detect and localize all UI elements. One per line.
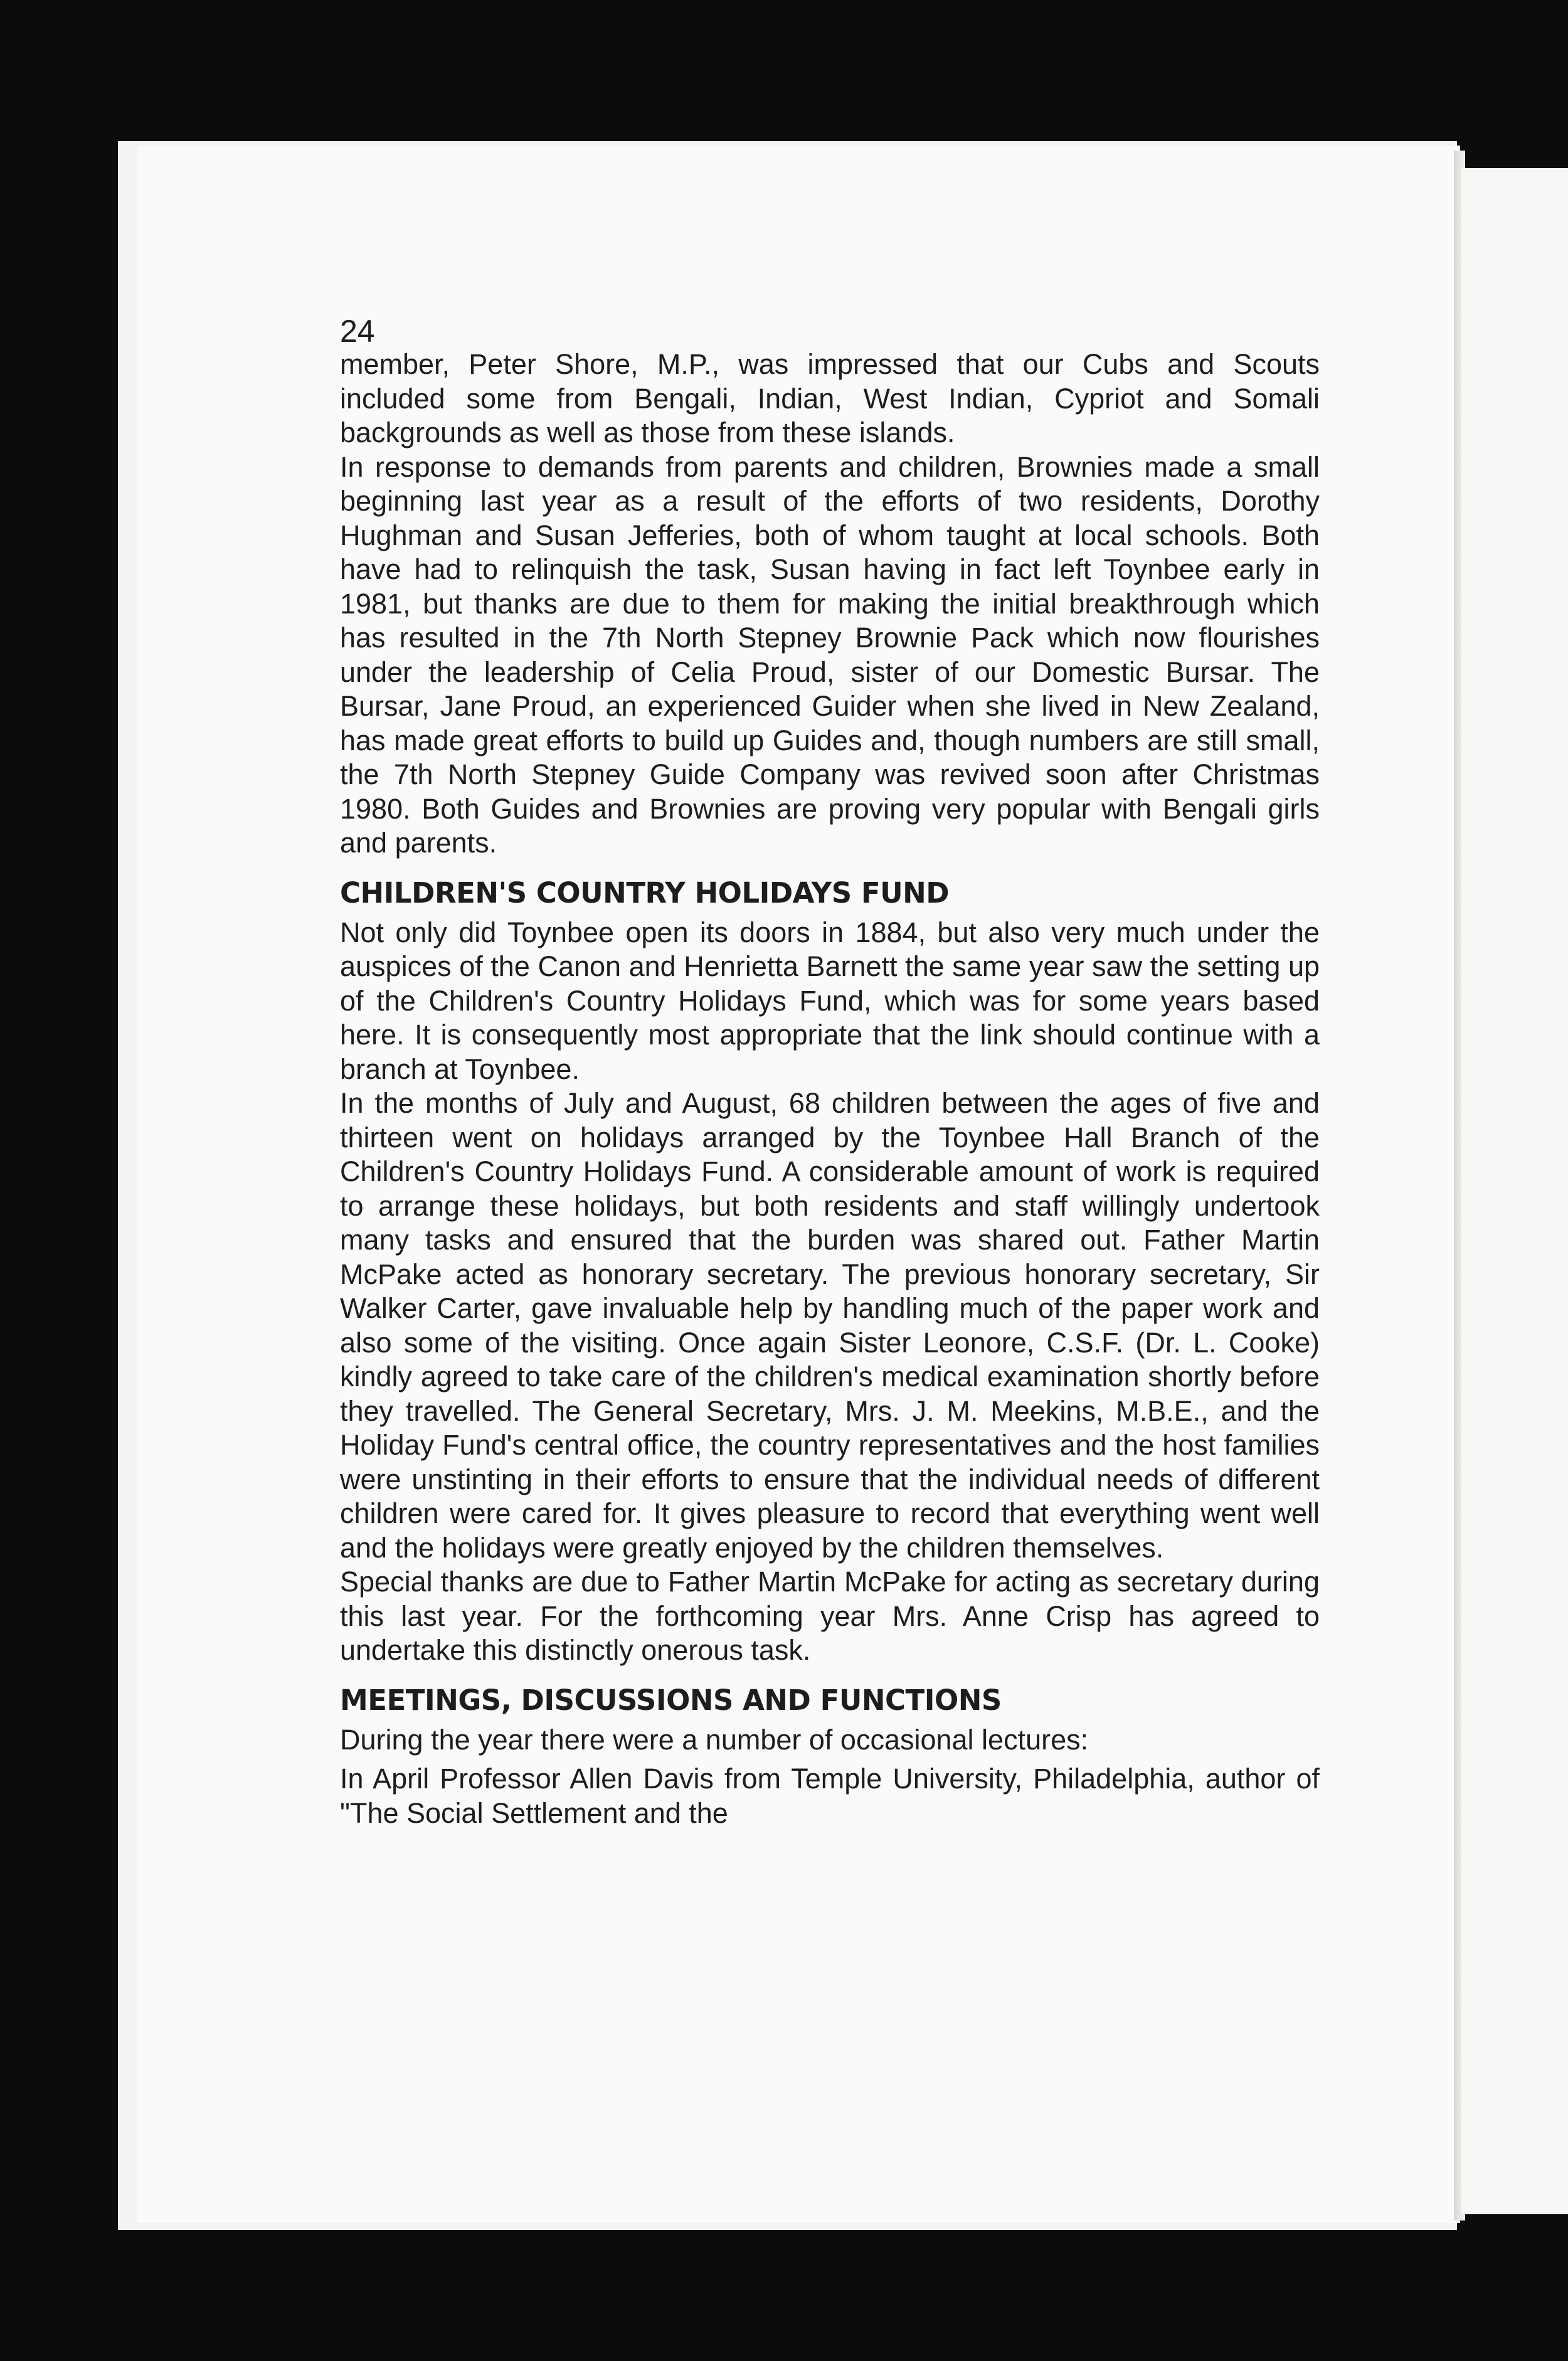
next-page-edge <box>1461 168 1568 2214</box>
section-heading-childrens-country-holidays-fund: CHILDREN'S COUNTRY HOLIDAYS FUND <box>340 876 950 910</box>
paragraph: In April Professor Allen Davis from Temple University, Philadelphia, author of "The Social Settlement and the <box>340 1763 1320 1829</box>
page-number: 24 <box>340 314 375 349</box>
paragraph: Special thanks are due to Father Martin McPake for acting as secretary during this last year. For the forthcoming year Mrs. Anne Crisp has agreed to undertake this distinctly onerous task. <box>340 1566 1320 1666</box>
section-heading-meetings: MEETINGS, DISCUSSIONS AND FUNCTIONS <box>340 1683 1002 1717</box>
paragraph: During the year there were a number of occasional lectures: <box>340 1723 1089 1756</box>
paragraph: member, Peter Shore, M.P., was impressed that our Cubs and Scouts included some from Bengali, Indian, West Indian, Cypriot and Somali backgrounds as well as those from these islands. <box>340 348 1320 448</box>
page-text <box>340 312 1320 1830</box>
paragraph: Not only did Toynbee open its doors in 1884, but also very much under the auspices of the Canon and Henrietta Barnett the same year saw the setting up of the Children's Country Holidays Fund, which was for some years based here. It is consequently most appropriate that the link should continue with a branch at Toynbee. <box>340 916 1320 1085</box>
paragraph: In response to demands from parents and children, Brownies made a small beginning last year as a result of the efforts of two residents, Dorothy Hughman and Susan Jefferies, both of whom taught at local schools. Both have had to relinquish the task, Susan having in fact left Toynbee early in 1981, but thanks are due to them for making the initial breakthrough which has resulted in the 7th North Stepney Brownie Pack which now flourishes under the leadership of Celia Proud, sister of our Domestic Bursar. The Bursar, Jane Proud, an experienced Guider when she lived in New Zealand, has made great efforts to build up Guides and, though numbers are still small, the 7th North Stepney Guide Company was revived soon after Christmas 1980. Both Guides and Brownies are proving very popular with Bengali girls and parents. <box>340 450 1320 859</box>
paragraph: In the months of July and August, 68 children between the ages of five and thirteen went on holidays arranged by the Toynbee Hall Branch of the Children's Country Holidays Fund. A considerable amount of work is required to arrange these holidays, but both residents and staff willingly undertook many tasks and ensured that the burden was shared out. Father Martin McPake acted as honorary secretary. The previous honorary secretary, Sir Walker Carter, gave invaluable help by handling much of the paper work and also some of the visiting. Once again Sister Leonore, C.S.F. (Dr. L. Cooke) kindly agreed to take care of the children's medical examination shortly before they travelled. The General Secretary, Mrs. J. M. Meekins, M.B.E., and the Holiday Fund's central office, the country representatives and the host families were unstinting in their efforts to ensure that the individual needs of different children were cared for. It gives pleasure to record that everything went well and the holidays were greatly enjoyed by the children themselves. <box>340 1087 1320 1564</box>
